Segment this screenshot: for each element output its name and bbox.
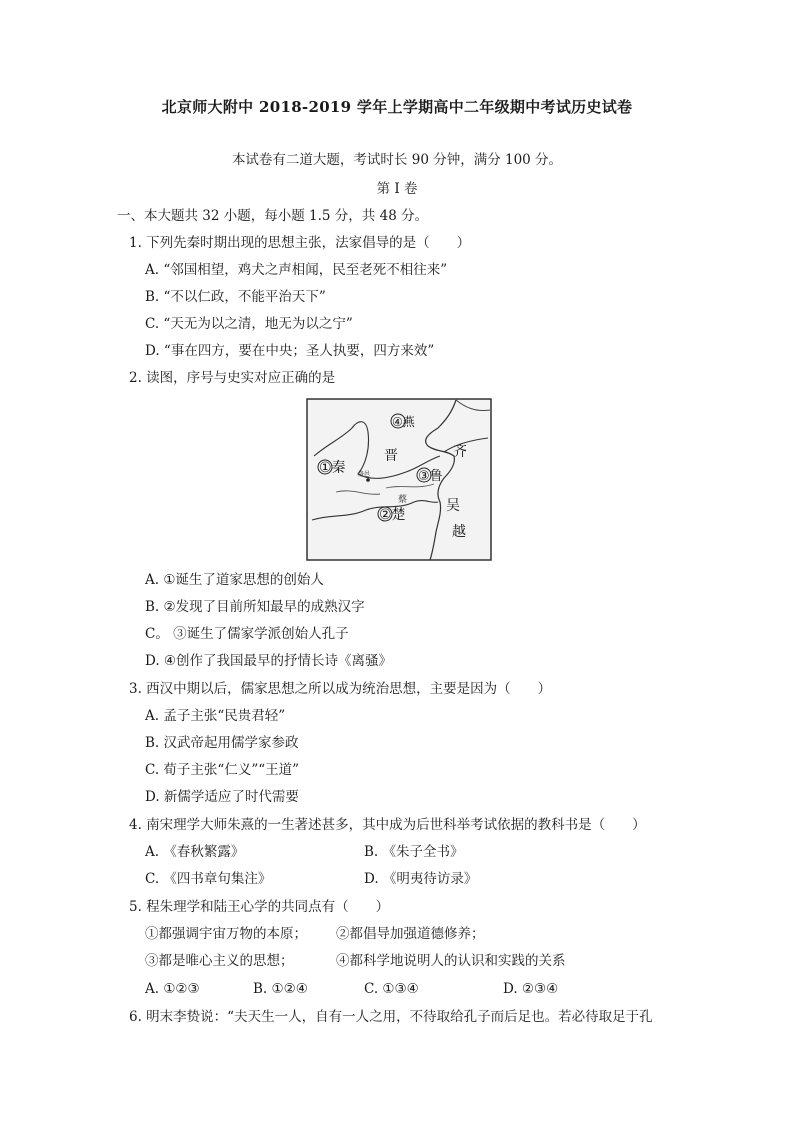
exam-intro: 本试卷有二道大题，考试时长 90 分钟，满分 100 分。: [231, 152, 563, 168]
map-label-chu: ②楚: [379, 507, 406, 523]
map-label-qin: ①秦: [319, 460, 346, 476]
warring-states-map: [306, 398, 492, 561]
q3-option-b: B. 汉武帝起用儒学家参政: [145, 735, 299, 751]
q5-option-d: D. ②③④: [503, 981, 559, 997]
map-label-jin: 晋: [384, 448, 398, 464]
map-label-luoyi: 洛邑: [358, 471, 371, 478]
q5-statement-2: ②都倡导加强道德修养；: [336, 926, 485, 942]
q2-option-a: A. ①诞生了道家思想的创始人: [145, 572, 324, 588]
q3-stem: 3. 西汉中期以后，儒家思想之所以成为统治思想，主要是因为（ ）: [129, 681, 552, 697]
map-label-lu: ③鲁: [418, 469, 443, 484]
map-label-cai: 蔡: [398, 495, 408, 505]
q6-stem: 6. 明末李贽说：“夫天生一人，自有一人之用，不待取给孔子而后足也。若必待取足于孔: [129, 1009, 653, 1025]
q1-option-c: C. “天无为以之清，地无为以之宁”: [145, 316, 353, 332]
q3-option-d: D. 新儒学适应了时代需要: [145, 789, 299, 805]
q2-stem: 2. 读图，序号与史实对应正确的是: [129, 370, 336, 386]
map-label-wu: 吴: [446, 498, 460, 514]
map-label-yue: 越: [452, 524, 466, 540]
volume-heading: 第 I 卷: [376, 181, 418, 197]
q1-option-b: B. “不以仁政，不能平治天下”: [145, 289, 326, 305]
q1-option-d: D. “事在四方，要在中央；圣人执要，四方来效”: [145, 343, 435, 359]
q2-option-d: D. ④创作了我国最早的抒情长诗《离骚》: [145, 653, 393, 669]
q4-option-c: C. 《四书章句集注》: [145, 871, 272, 887]
q2-option-c: C。 ③诞生了儒家学派创始人孔子: [145, 626, 349, 642]
q4-option-a: A. 《春秋繁露》: [145, 844, 245, 860]
section-heading: 一、本大题共 32 小题，每小题 1.5 分，共 48 分。: [117, 208, 429, 224]
map-label-yan: ④燕: [392, 415, 415, 429]
q3-option-c: C. 荀子主张“仁义”“王道”: [145, 762, 300, 778]
q5-stem: 5. 程朱理学和陆王心学的共同点有（ ）: [129, 899, 390, 915]
q5-statement-4: ④都科学地说明人的认识和实践的关系: [336, 953, 566, 969]
q5-statement-3: ③都是唯心主义的思想；: [145, 953, 294, 969]
q4-option-d: D. 《明夷待访录》: [364, 871, 478, 887]
q1-option-a: A. “邻国相望，鸡犬之声相闻，民至老死不相往来”: [145, 262, 448, 278]
q1-stem: 1. 下列先秦时期出现的思想主张，法家倡导的是（ ）: [129, 235, 471, 251]
q5-statement-1: ①都强调宇宙万物的本原；: [145, 926, 307, 942]
map-label-qi: 齐: [453, 444, 467, 460]
luoyi-marker: [366, 478, 370, 482]
q4-stem: 4. 南宋理学大师朱熹的一生著述甚多，其中成为后世科举考试依据的教科书是（ ）: [129, 817, 646, 833]
q3-option-a: A. 孟子主张“民贵君轻”: [145, 708, 286, 724]
q4-option-b: B. 《朱子全书》: [364, 844, 464, 860]
q5-option-b: B. ①②④: [253, 981, 308, 997]
q5-option-c: C. ①③④: [364, 981, 419, 997]
q5-option-a: A. ①②③: [145, 981, 200, 997]
exam-title: 北京师大附中 2018-2019 学年上学期高中二年级期中考试历史试卷: [161, 98, 633, 116]
q2-option-b: B. ②发现了目前所知最早的成熟汉字: [145, 599, 365, 615]
